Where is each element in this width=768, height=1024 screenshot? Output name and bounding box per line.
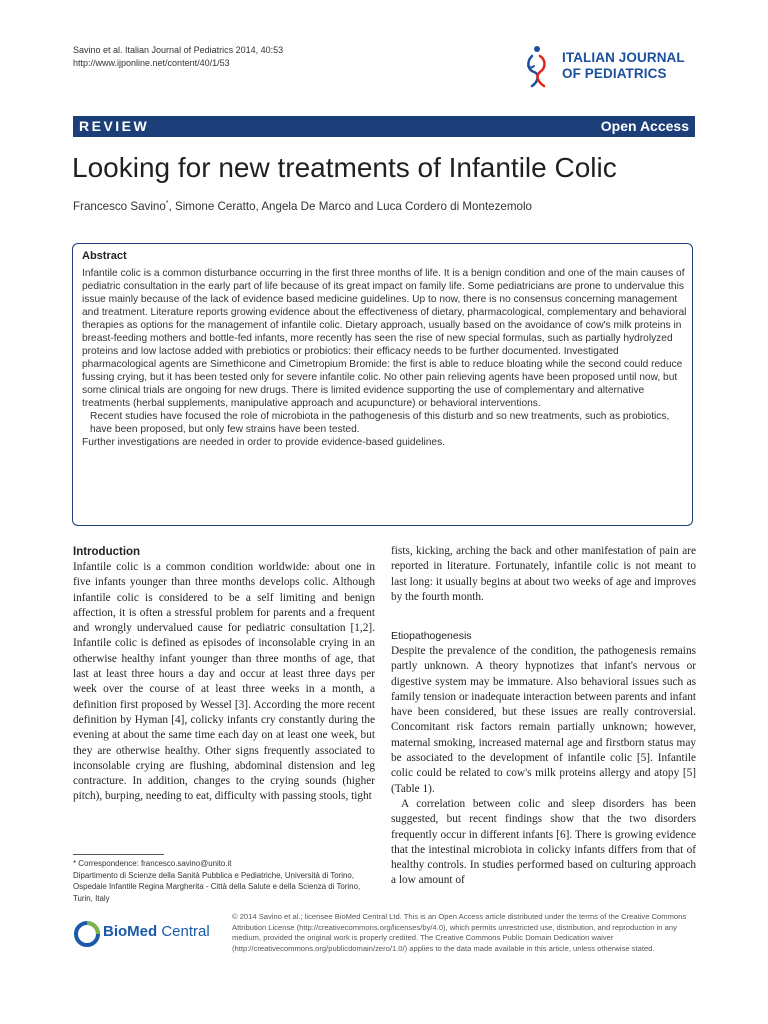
affiliation-note: Dipartimento di Scienze della Sanità Pubblica e Pediatriche, Università di Torino, Ospedale Infantile Regina Margherita - Città della Salute e della Scienza di Torino, Turin, Italy [73, 870, 361, 903]
citation-url[interactable]: http://www.ijponline.net/content/40/1/53 [73, 58, 230, 68]
etiopathogenesis-body [391, 644, 696, 889]
abstract-body [82, 267, 688, 449]
journal-logo [520, 44, 700, 90]
abstract-paragraph: Further investigations are needed in order to provide evidence-based guidelines. [82, 437, 446, 448]
footnote [73, 858, 378, 904]
right-column [391, 544, 696, 605]
article-type-band [73, 116, 695, 137]
footnote-rule [73, 854, 164, 855]
article-title: Looking for new treatments of Infantile Colic [72, 152, 617, 183]
etiopathogenesis-paragraph: A correlation between colic and sleep disorders has been suggested, but recent findings show that the two disorders frequently occur in different infants [6]. There is growing evidence that the intestinal microbiota in colicky infants differs from that of healthy controls. In studies performed based on culturing approach a low amount of [391, 797, 696, 887]
open-access-label: Open Access [600, 118, 689, 134]
citation [73, 44, 283, 70]
corresponding-author[interactable]: Francesco Savino [73, 200, 166, 213]
introduction-paragraph: Infantile colic is a common condition worldwide: about one in five infants younger than three months develops colic. Although infantile colic is considered to be a self limiting and benign affection, it is often a stressful problem for parents and a frequent and wrongly undervalued cause for pediatric consultation [1,2]. Infantile colic is defined as episodes of inconsolable crying in an otherwise healthy infant younger than three months of age, that last at least three hours a day and occur at least three days per week over the course of at least three weeks in a month, a definition first proposed by Wessel [3]. According the more recent definition by Hyman [4], colicky infants cry constantly during the evening at about the same time each day on at least one week, but they are otherwise healthy. Other signs frequently associated to inconsolable crying are flushing, abdominal distension and leg contracture. In addition, changes to the crying sounds (higher pitch), burping, needing to eat, difficulty with passing stools, tight [73, 561, 375, 803]
left-column [73, 560, 375, 805]
etiopathogenesis-paragraph: Despite the prevalence of the condition, the pathogenesis remains partly unknown. A theory hypnotizes that infant's nervous or digestive system may be immature. Also behavioral issues such as family tension or inadequate interaction between parents and infant have been considered, but these issues are really controversial. Concomitant risk factors remain partially unknown; however, maternal smoking, increased maternal age and firstborn status may be associated to the development of infantile colic [5]. Infantile colic could be related to cow's milk proteins allergy and atopy [5] (Table 1). [391, 645, 696, 795]
publisher-name: BioMed Central [103, 923, 210, 940]
correspondence-note: * Correspondence: francesco.savino@unito.it [73, 859, 232, 868]
introduction-paragraph-cont: fists, kicking, arching the back and other manifestation of pain are reported in literature. Fortunately, infantile colic is not meant to last long: it usually begins at about two weeks of age and improves by the fourth month. [391, 545, 696, 603]
abstract-paragraph: Infantile colic is a common disturbance occurring in the first three months of life. It is a benign condition and one of the main causes of pediatric consultation in the early part of life because of its great impact on family life. Some pediatricians are prone to undervalue this issue mainly because of the lack of evidence based medicine guidelines. Up to now, there is no consensus concerning management and treatment. Literature reports growing evidence about the effectiveness of dietary, pharmacological, complementary and behavioral therapies as options for the management of infantile colic. Dietary approach, usually based on the avoidance of cow's milk proteins in breast-feeding mothers and bottle-fed infants, more recently has seen the rise of new special formulas, such as partially hydrolyzed proteins and low lactose added with prebiotics or probiotics: their efficacy needs to be further documented. Investigated pharmacological agents are Simethicone and Cimetropium Bromide: the first is able to reduce bloating while the second could reduce fussing crying, but it has been tested only for severe infantile colic. No other pain relieving agents have been proposed until now, but some clinical trials are ongoing for new drugs. There is limited evidence supporting the use of complementary and alternative treatments (herbal supplements, manipulative approach and acupuncture) or behavioral interventions. [82, 268, 687, 409]
co-authors: , Simone Ceratto, Angela De Marco and Luca Cordero di Montezemolo [168, 200, 532, 213]
abstract-heading: Abstract [82, 250, 127, 262]
license-notice: © 2014 Savino et al.; licensee BioMed Central Ltd. This is an Open Access article distributed under the terms of the Creative Commons Attribution License (http://creativecommons.org/licenses/by/4.0), which permits unrestricted use, distribution, and reproduction in any medium, provided the original work is properly credited. The Creative Commons Public Domain Dedication waiver (http://creativecommons.org/publicdomain/zero/1.0/) applies to the data made available in this article, unless otherwise stated. [232, 912, 687, 953]
article-type-label: REVIEW [79, 118, 150, 134]
biomed-logo-icon [73, 917, 101, 951]
abstract-paragraph: Recent studies have focused the role of microbiota in the pathogenesis of this disturb and so new treatments, such as probiotics, have been proposed, but only few strains have been tested. [90, 411, 670, 435]
author-list [73, 200, 532, 213]
journal-name: ITALIAN JOURNAL OF PEDIATRICS [562, 50, 685, 81]
abstract-box [72, 243, 693, 526]
introduction-heading: Introduction [73, 546, 141, 558]
etiopathogenesis-heading: Etiopathogenesis [391, 630, 472, 642]
correspondence-mark: * [165, 200, 169, 208]
biomed-central-logo [73, 917, 223, 951]
citation-line-1: Savino et al. Italian Journal of Pediatrics 2014, 40:53 [73, 45, 284, 55]
journal-logo-icon [520, 44, 560, 90]
